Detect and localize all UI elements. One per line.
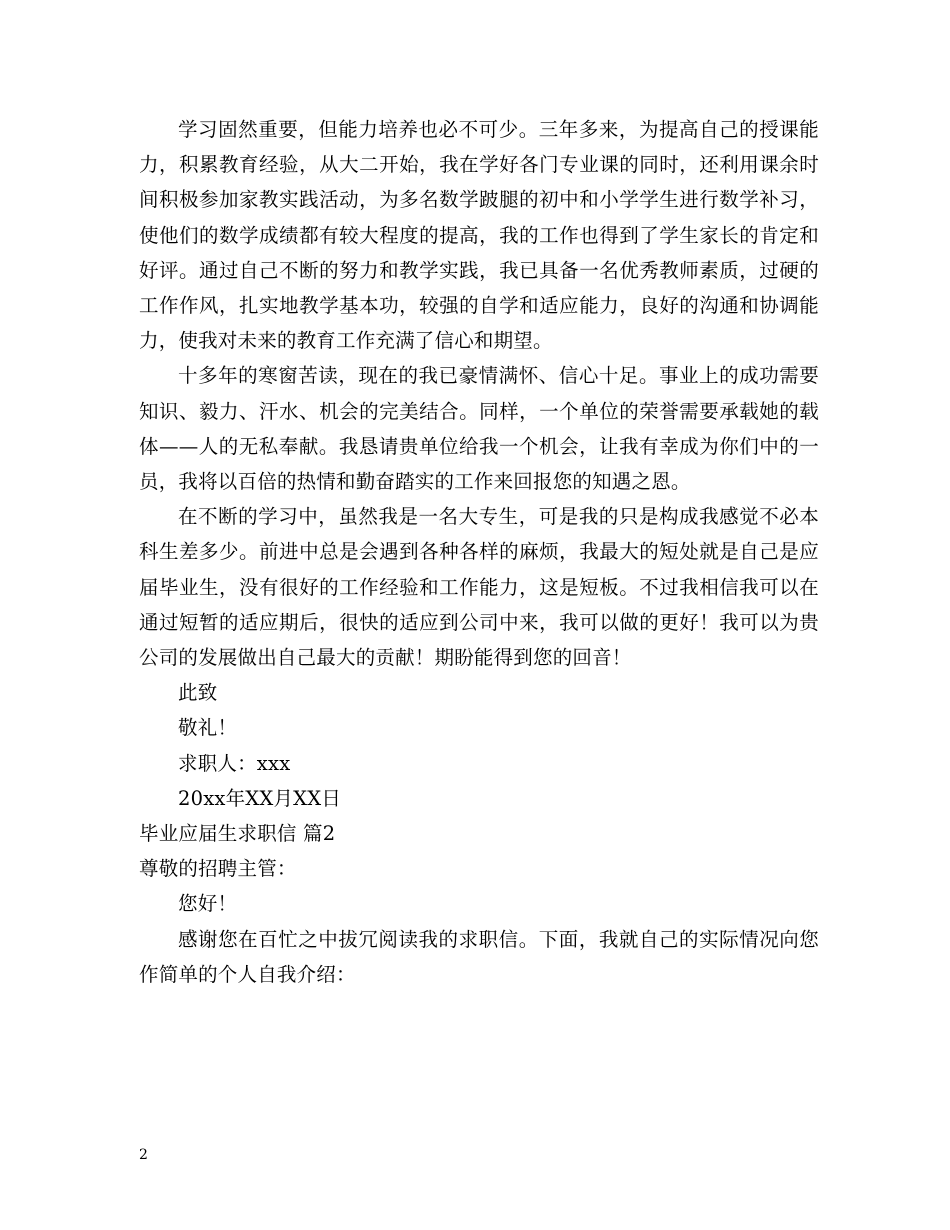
paragraph-intro: 感谢您在百忙之中拔冗阅读我的求职信。下面，我就自己的实际情况向您作简单的个人自我介绍： bbox=[139, 927, 819, 986]
closing-line-1: 此致 bbox=[178, 681, 218, 705]
greeting: 您好！ bbox=[178, 892, 238, 916]
paragraph-ambition: 十多年的寒窗苦读，现在的我已豪情满怀、信心十足。事业上的成功需要知识、毅力、汗水、机会的完美结合。同样，一个单位的荣誉需要承载她的载体——人的无私奉献。我恳请贵单位给我一个机会，让我有幸成为你们中的一员，我将以百倍的热情和勤奋踏实的工作来回报您的知遇之恩。 bbox=[139, 364, 819, 494]
page-number: 2 bbox=[139, 1147, 148, 1163]
closing-line-2: 敬礼！ bbox=[178, 716, 238, 740]
document-body bbox=[139, 112, 819, 992]
letter-date: 20xx年XX月XX日 bbox=[178, 786, 342, 810]
section-title: 毕业应届生求职信 篇2 bbox=[139, 822, 336, 846]
paragraph-self-assessment: 在不断的学习中，虽然我是一名大专生，可是我的只是构成我感觉不必本科生差多少。前进中总是会遇到各种各样的麻烦，我最大的短处就是自己是应届毕业生，没有很好的工作经验和工作能力，这是短板。不过我相信我可以在通过短暂的适应期后，很快的适应到公司中来，我可以做的更好！我可以为贵公司的发展做出自己最大的贡献！期盼能得到您的回音！ bbox=[139, 505, 819, 670]
paragraph-ability: 学习固然重要，但能力培养也必不可少。三年多来，为提高自己的授课能力，积累教育经验，从大二开始，我在学好各门专业课的同时，还利用课余时间积极参加家教实践活动，为多名数学跛腿的初中和小学学生进行数学补习，使他们的数学成绩都有较大程度的提高，我的工作也得到了学生家长的肯定和好评。通过自己不断的努力和教学实践，我已具备一名优秀教师素质，过硬的工作作风，扎实地教学基本功，较强的自学和适应能力，良好的沟通和协调能力，使我对未来的教育工作充满了信心和期望。 bbox=[139, 118, 819, 353]
signature: 求职人：xxx bbox=[178, 751, 291, 775]
salutation: 尊敬的招聘主管： bbox=[139, 857, 297, 881]
